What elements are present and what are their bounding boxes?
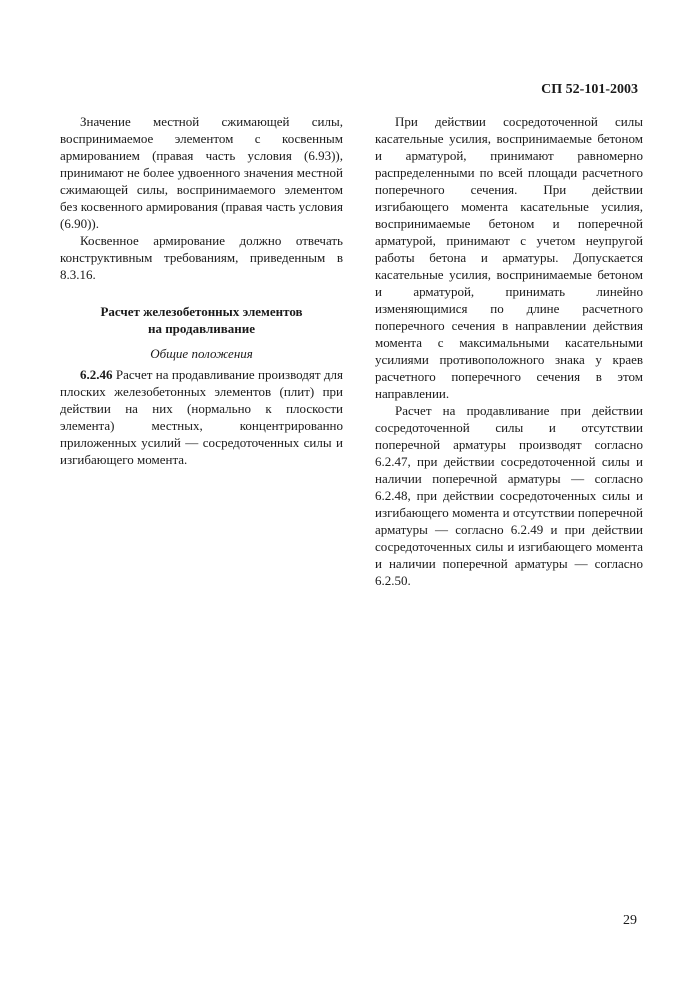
clause-text: Расчет на продавливание производят для плоских железобетонных элементов (плит) при действии на них (нормально к плоскости элемента) местных, концентрированно приложенных усилий — сосредоточенных силы и изгибающего момента.: [60, 367, 344, 467]
left-column: [60, 113, 343, 468]
paragraph: Значение местной сжимающей силы, воспринимаемое элементом с косвенным армированием (правая часть условия (6.93)), принимают не более удвоенного значения местной сжимающей силы, воспринимаемого элементом без косвенного армирования (правая часть условия (6.90)).: [60, 114, 343, 231]
document-code-header: СП 52-101-2003: [541, 82, 638, 97]
paragraph: Расчет на продавливание при действии сосредоточенной силы и отсутствии поперечной арматуры производят согласно 6.2.47, при действии сосредоточенной силы и наличии поперечной арматуры — согласно 6.2.48, при действии сосредоточенных силы и изгибающего момента и отсутствии поперечной арматуры — согласно 6.2.49 и при действии сосредоточенных силы и изгибающего момента и наличии поперечной арматуры — согласно 6.2.50.: [375, 403, 643, 588]
clause-number: 6.2.46: [80, 367, 113, 382]
subsection-title: Общие положения: [150, 346, 253, 361]
paragraph: При действии сосредоточенной силы касательные усилия, воспринимаемые бетоном и арматурой, принимают равномерно распределенными по всей площади расчетного поперечного сечения. При действии изгибающего момента касательные усилия, воспринимаемые бетоном и поперечной арматурой, принимают с учетом неупругой работы бетона и арматуры. Допускается касательные усилия, воспринимаемые бетоном и арматурой, принимать линейно изменяющимися по длине расчетного поперечного сечения в направлении действия момента с максимальными касательными усилиями противоположного знака у краев расчетного поперечного сечения в этом направлении.: [375, 114, 643, 401]
section-title-line-1: Расчет железобетонных элементов: [100, 304, 303, 319]
paragraph: Косвенное армирование должно отвечать конструктивным требованиям, приведенным в 8.3.16.: [60, 233, 343, 282]
page-number: 29: [623, 913, 637, 928]
clause-paragraph: [60, 366, 343, 468]
right-column: [375, 113, 643, 589]
section-title: [60, 303, 343, 337]
section-title-line-2: на продавливание: [147, 321, 256, 336]
